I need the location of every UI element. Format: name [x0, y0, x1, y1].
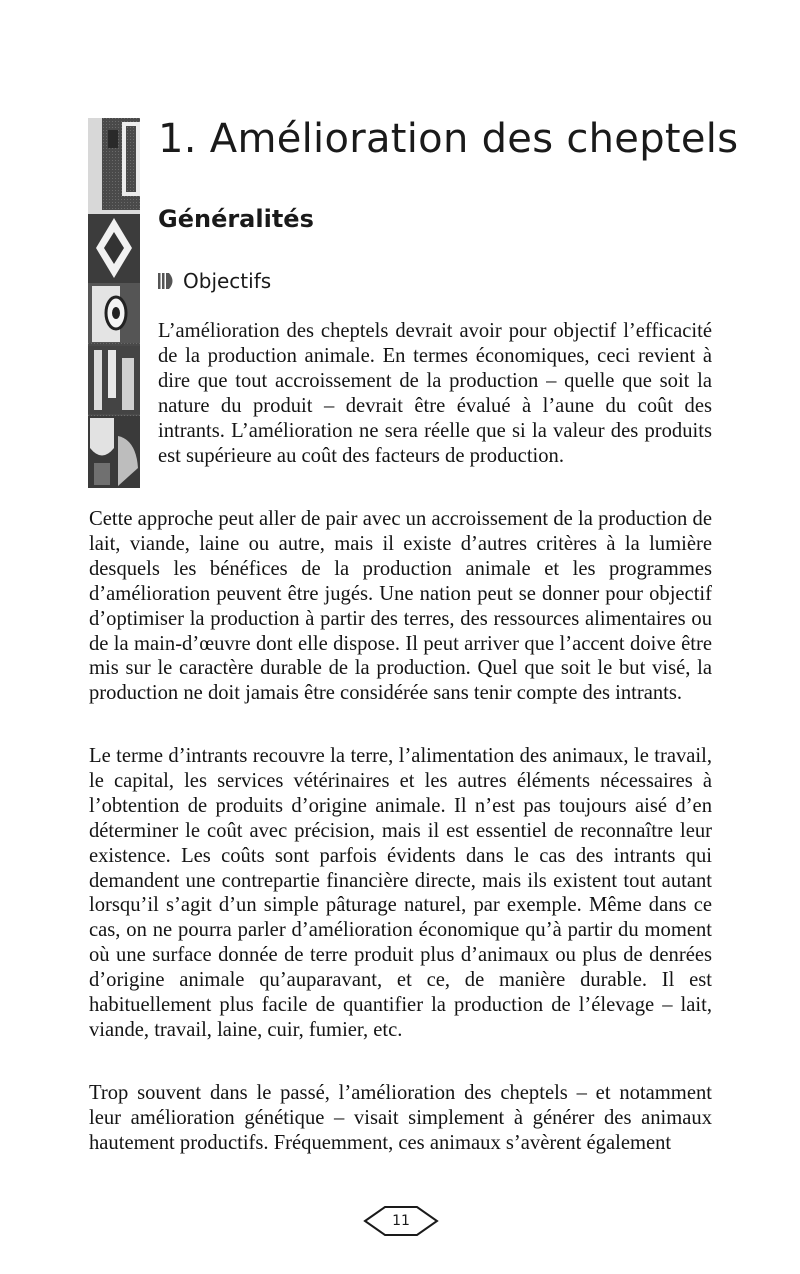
decorative-pattern-strip [88, 118, 140, 488]
bars-triangle-icon [158, 272, 176, 290]
section-heading: Généralités [158, 205, 314, 233]
paragraph-1: L’amélioration des cheptels devrait avoir pour objectif l’efficacité de la production animale. En termes économiques, ceci revient à dire que tout accroissement de la production – quelle que soit la nature du produit – devrait être évalué à l’aune du coût des intrants. L’amélioration ne sera réelle que si la valeur des produits est supérieure au coût des facteurs de production. [158, 320, 712, 467]
paragraph-4: Trop souvent dans le passé, l’amélioration des cheptels – et notamment leur amélioration génétique – visait simplement à générer des animaux hautement productifs. Fréquemment, ces animaux s’avèrent également [89, 1082, 712, 1154]
sub-heading [158, 266, 271, 296]
page-number: 11 [392, 1213, 410, 1229]
page-number-badge [363, 1204, 439, 1238]
paragraph-3: Le terme d’intrants recouvre la terre, l’alimentation des animaux, le travail, le capital, les services vétérinaires et les autres éléments nécessaires à l’obtention de produits d’origine animale. Il n’est pas toujours aisé d’en déterminer le coût avec précision, mais il est essentiel de reconnaître leur existence. Les coûts sont parfois évidents dans le cas des intrants qui demandent une contrepartie financière directe, mais ils existent tout autant lorsqu’il s’agit d’un simple pâturage naturel, par exemple. Même dans ce cas, on ne pourra parler d’amélioration économique qu’à partir du moment où une surface donnée de terre produit plus d’animaux ou plus de denrées d’origine animale qu’auparavant, et ce, de manière durable. Il est habituellement plus facile de quantifier la production de l’élevage – lait, viande, travail, laine, cuir, fumier, etc. [89, 745, 712, 1041]
sub-heading-label: Objectifs [183, 269, 272, 293]
chapter-title: 1. Amélioration des cheptels [158, 116, 739, 162]
paragraph-2: Cette approche peut aller de pair avec un accroissement de la production de lait, viande, laine ou autre, mais il existe d’autres critères à la lumière desquels les bénéfices de la production animale et les programmes d’amélioration peuvent être jugés. Une nation peut se donner pour objectif d’optimiser la production à partir des terres, des ressources alimentaires ou de la main-d’œuvre dont elle dispose. Il peut arriver que l’accent doive être mis sur le caractère durable de la production. Quel que soit le but visé, la production ne doit jamais être considérée sans tenir compte des intrants. [89, 508, 712, 705]
